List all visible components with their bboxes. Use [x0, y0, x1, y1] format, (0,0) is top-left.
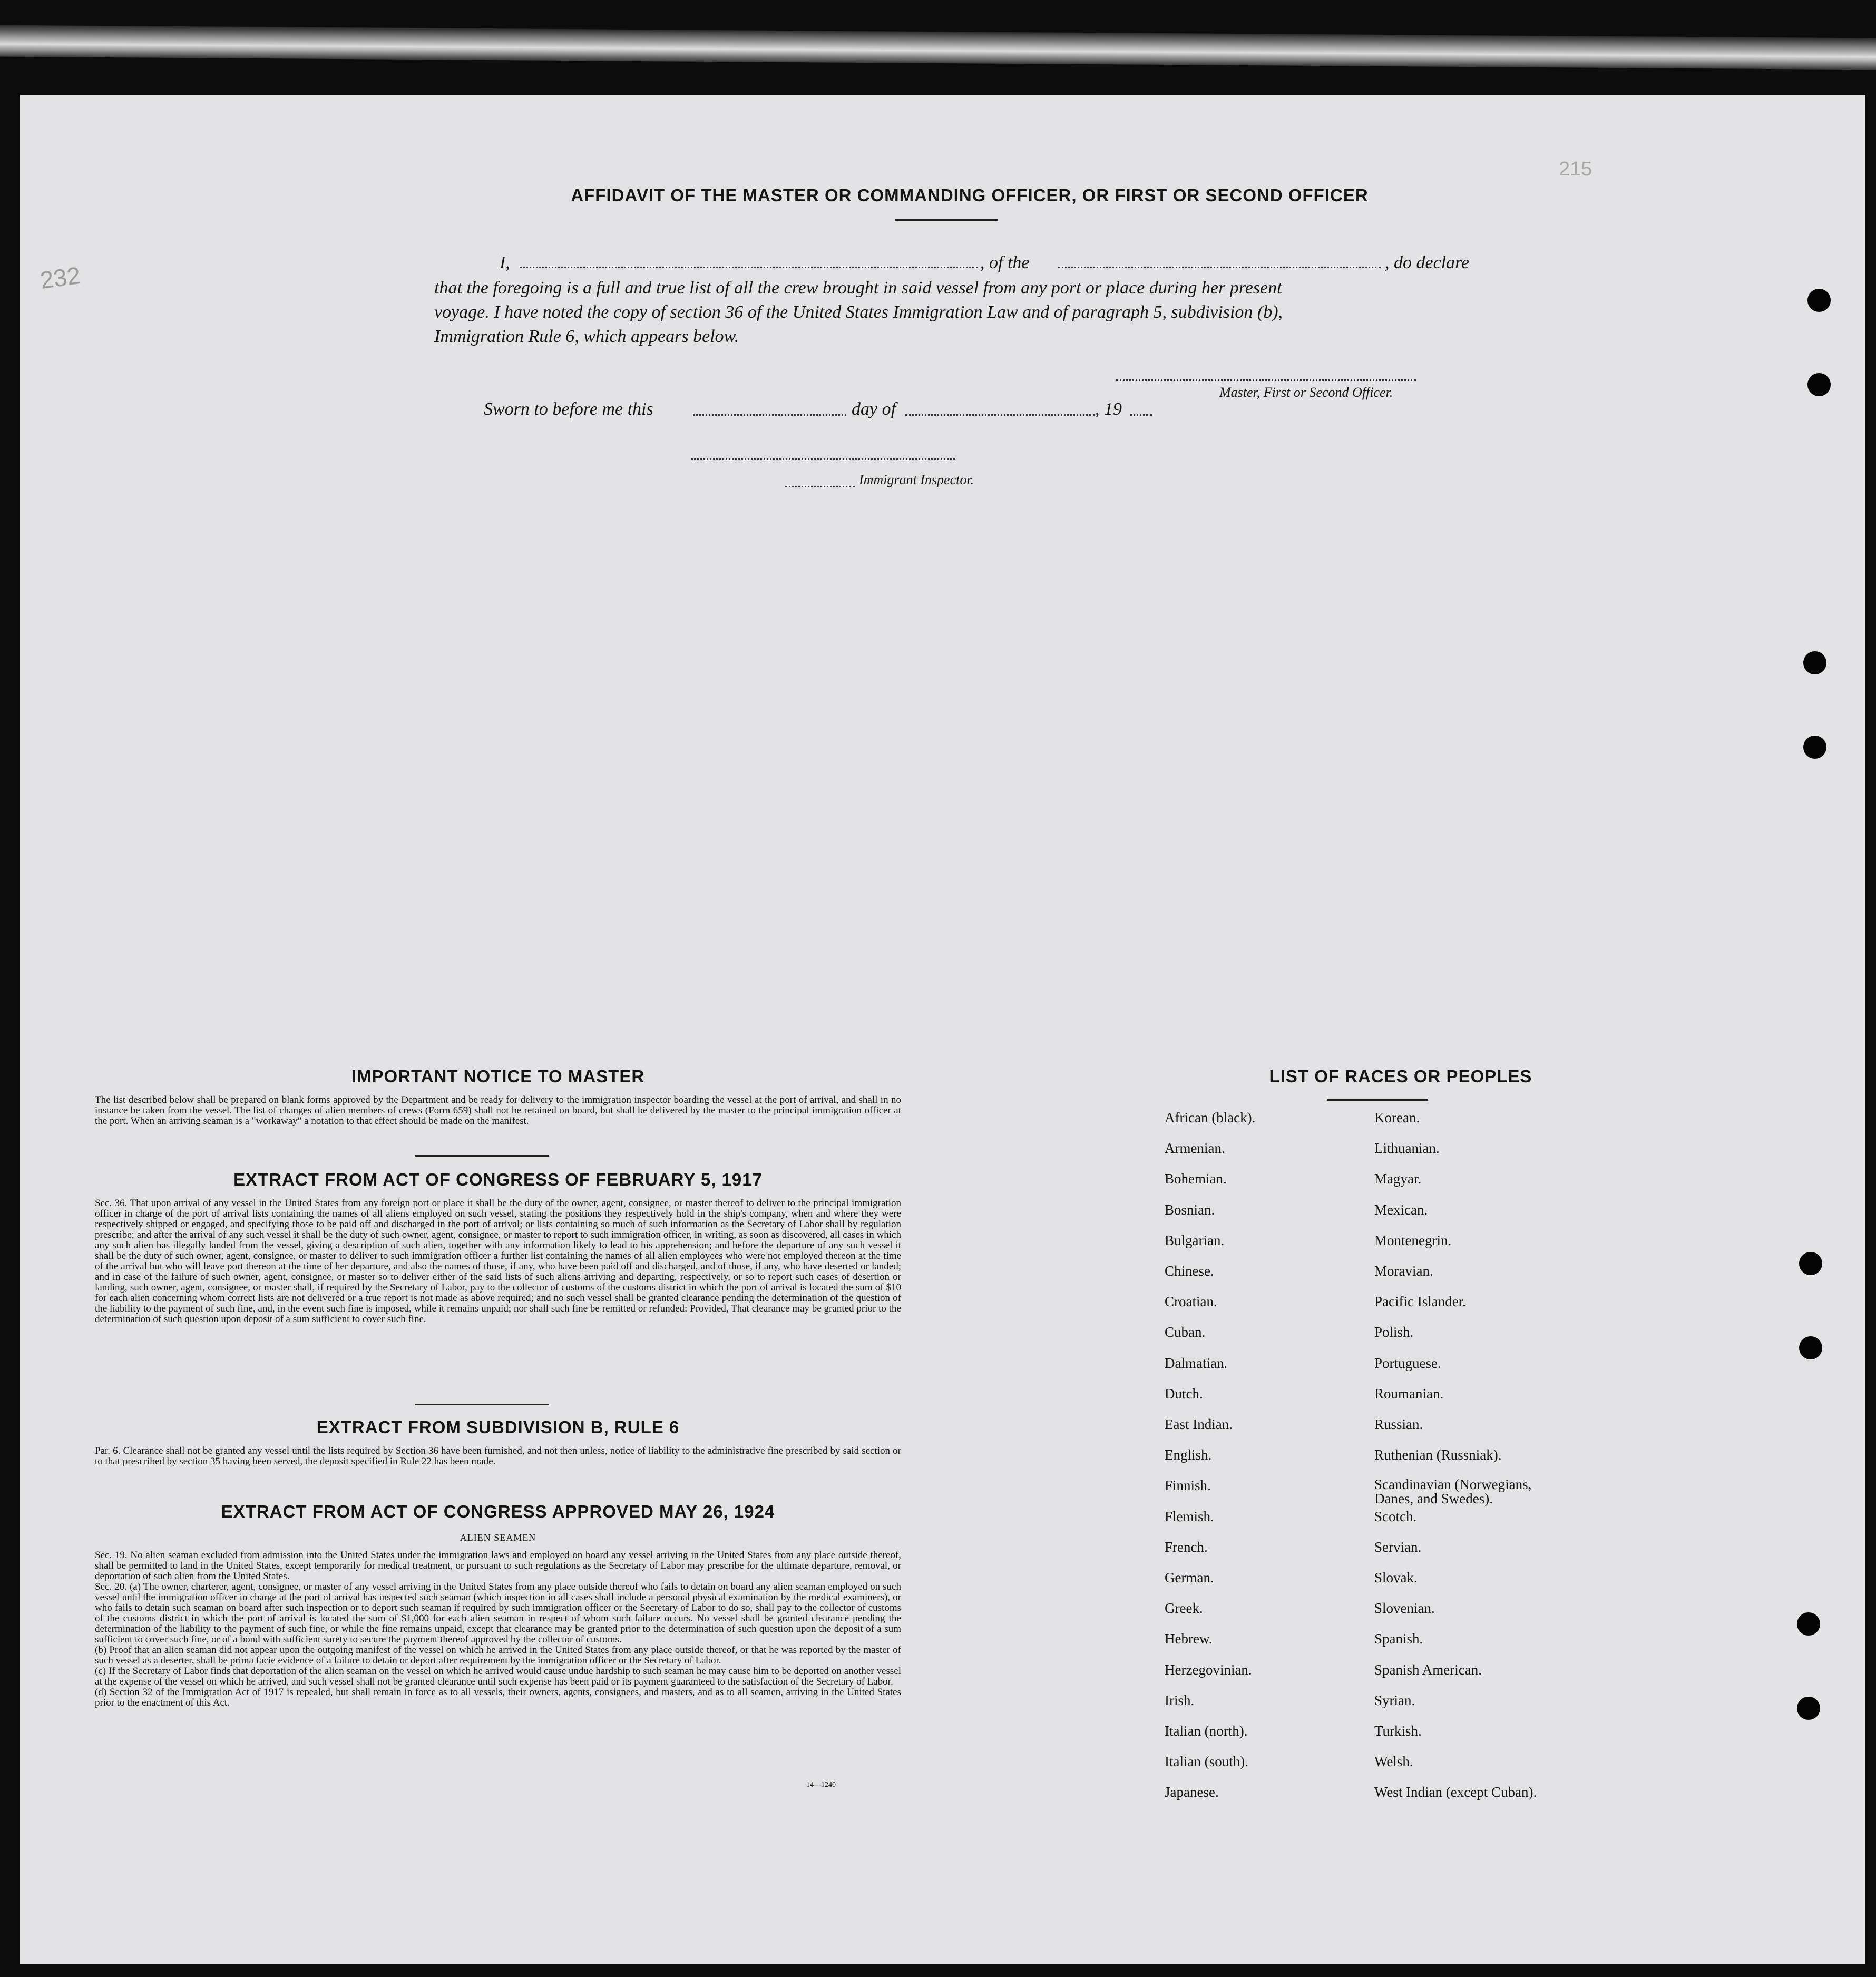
race-item: African (black). — [1165, 1110, 1256, 1125]
vessel-label: , of the — [980, 253, 1030, 272]
race-item: Finnish. — [1165, 1477, 1211, 1494]
act-1917-body: Sec. 36. That upon arrival of any vessel in the United States from any foreign port or place it shall be the duty of the owner, agent, consignee, or master thereof to deliver to the principal immigration officer in charge of the port of arrival lists containing the names of all aliens employed on such vessel, stating the positions they respectively hold in the ship's company, when and where they were respectively shipped or engaged, and specifying those to be paid off and discharged in the port of arrival; or lists containing so much of such information as the Secretary of Labor shall by regulation prescribe; and after the arrival of any such vessel it shall be the duty of such owner, agent, consignee, or master to report to such immigration officer, in writing, as soon as discovered, all cases in which any such alien has illegally landed from the vessel, giving a description of such alien, together with any information likely to lead to his apprehension; and before the departure of any such vessel it shall be the duty of such owner, agent, consignee, or master to deliver to such immigration officer a further list containing the names of all alien employees who were not employed thereon at the time of the arrival but who will leave port thereon at the time of her departure, and also the names of those, if any, who have been paid off and discharged, and of those, if any, who have deserted or landed; and in case of the failure of such owner, agent, consignee, or master so to deliver either of the said lists of such aliens arriving and departing, respectively, or so to report such cases of desertion or landing, such owner, agent, consignee, or master shall, if required by the Secretary of Labor, pay to the collector of customs of the customs district in which the port of arrival is located the sum of $10 for each alien concerning whom correct lists are not delivered or a true report is not made as above required; and no such vessel shall be granted clearance pending the determination of the question of the liability to the payment of such fine, and, in the event such fine is imposed, while it remains unpaid; nor shall such fine be remitted or refunded: Provided, That clearance may be granted prior to the determination of such question upon deposit of a sum sufficient to cover such fine. — [95, 1198, 901, 1325]
inspector-signature-line[interactable] — [691, 458, 955, 460]
race-item: Welsh. — [1374, 1754, 1413, 1770]
race-item: Irish. — [1165, 1692, 1195, 1708]
declarant-label: I, — [500, 253, 510, 272]
punch-hole — [1803, 651, 1826, 674]
master-signature-line[interactable] — [1116, 379, 1416, 381]
race-item: Russian. — [1374, 1416, 1423, 1432]
corner-note: 215 — [1559, 158, 1592, 180]
races-left-column — [1165, 1110, 1354, 1810]
race-item: Spanish American. — [1374, 1661, 1482, 1678]
year-label: , 19 — [1095, 399, 1122, 419]
race-item: English. — [1165, 1447, 1212, 1463]
title-rule — [895, 219, 998, 221]
sec-19-paragraph: Sec. 19. No alien seaman excluded from admission into the United States under the immigration laws and employed on board any vessel arriving in the United States from any place outside thereof, shall be permitted to land in the United States, except temporarily for medical treatment, or pursuant to such regulations as the Secretary of Labor may prescribe for the ultimate departure, removal, or deportation of such alien from the United States. — [95, 1550, 901, 1582]
race-item: Cuban. — [1165, 1324, 1206, 1340]
sec-20b-paragraph: (b) Proof that an alien seaman did not appear upon the outgoing manifest of the vessel on which he arrived in the United States from any place outside thereof, or that he was reported by the master of such vessel as a deserter, shall be prima facie evidence of a failure to detain or deport after requirement by the immigration officer or the Secretary of Labor. — [95, 1645, 901, 1666]
margin-note: 232 — [38, 261, 82, 295]
race-item: Flemish. — [1165, 1508, 1214, 1524]
sworn-label: Sworn to before me this — [484, 399, 653, 419]
race-item: Bohemian. — [1165, 1171, 1227, 1187]
race-item: Dalmatian. — [1165, 1355, 1228, 1371]
race-item: Pacific Islander. — [1374, 1294, 1466, 1310]
punch-hole — [1797, 1612, 1820, 1636]
punch-hole — [1797, 1697, 1820, 1720]
punch-hole — [1807, 289, 1831, 312]
punch-hole — [1799, 1252, 1822, 1275]
rule-6-title: EXTRACT FROM SUBDIVISION B, RULE 6 — [316, 1417, 680, 1437]
sworn-year-line[interactable] — [1130, 414, 1152, 416]
race-item: Syrian. — [1374, 1692, 1415, 1708]
race-item: Scotch. — [1374, 1508, 1417, 1524]
title-rule — [1327, 1099, 1428, 1101]
races-right-column — [1374, 1110, 1596, 1810]
race-item: Portuguese. — [1374, 1355, 1441, 1371]
race-item: Mexican. — [1374, 1201, 1428, 1218]
affidavit-title: AFFIDAVIT OF THE MASTER OR COMMANDING OFFICER, OR FIRST OR SECOND OFFICER — [571, 185, 1369, 205]
day-of-label: day of — [852, 399, 896, 419]
race-item: Lithuanian. — [1374, 1140, 1440, 1157]
race-item: Bosnian. — [1165, 1201, 1215, 1218]
race-item: Magyar. — [1374, 1171, 1422, 1187]
race-item: Servian. — [1374, 1539, 1422, 1555]
race-item: Hebrew. — [1165, 1631, 1213, 1647]
races-title: LIST OF RACES OR PEOPLES — [1269, 1066, 1532, 1086]
affidavit-line-2: that the foregoing is a full and true list of all the crew brought in said vessel from any port or place during her present — [434, 278, 1282, 298]
sec-20c-paragraph: (c) If the Secretary of Labor finds that deportation of the alien seaman on the vessel on which he arrived would cause undue hardship to such seaman he may cause him to be deported on another vessel at the expense of the vessel on which he arrived, and such vessel shall not be granted clearance until such expense has been paid or its payment guaranteed to the satisfaction of the Secretary of Labor. — [95, 1666, 901, 1687]
sworn-day-line[interactable] — [693, 414, 846, 416]
race-item: Korean. — [1374, 1110, 1420, 1125]
race-item: Slovenian. — [1374, 1600, 1435, 1617]
divider — [415, 1155, 549, 1157]
race-item: Herzegovinian. — [1165, 1661, 1252, 1678]
sec-20a-paragraph: Sec. 20. (a) The owner, charterer, agent, consignee, or master of any vessel arriving in the United States from any place outside thereof who fails to detain on board any alien seaman employed on such vessel until the immigration officer in charge at the port of arrival has inspected such seaman (which inspection in all cases shall include a personal physical examination by the medical examiners), or who fails to detain such seaman on board after such inspection or to deport such seaman if required by such immigration officer or the Secretary of Labor to do so, shall pay to the collector of customs of the customs district in which the port of arrival is located the sum of $1,000 for each alien seaman in respect of whom such failure occurs. No vessel shall be granted clearance pending the determination of the liability to the payment of such fine, or while the fine remains unpaid, except that clearance may be granted prior to the determination of such question upon the deposit of a sum sufficient to cover such fine, or of a bond with sufficient surety to secure the payment thereof approved by the collector of customs. — [95, 1581, 901, 1645]
document-page — [20, 95, 1865, 1964]
race-item: Roumanian. — [1374, 1385, 1444, 1402]
sworn-month-line[interactable] — [905, 414, 1095, 416]
punch-hole — [1807, 373, 1831, 396]
act-1924-subtitle: ALIEN SEAMEN — [460, 1532, 536, 1543]
notice-body: The list described below shall be prepared on blank forms approved by the Department and be ready for delivery to the immigration inspector boarding the vessel at the port of arrival, and shall in no instance be taken from the vessel. The list of changes of alien members of crews (Form 659) shall not be retained on board, but shall be delivered by the master to the principal immigration officer at the port. When an arriving seaman is a "workaway" a notation to that effect should be made on the manifest. — [95, 1094, 901, 1127]
race-item: Montenegrin. — [1374, 1232, 1452, 1248]
race-item: French. — [1165, 1539, 1208, 1555]
race-item: Italian (north). — [1165, 1723, 1248, 1739]
inspector-label: Immigrant Inspector. — [859, 472, 974, 487]
race-item: Scandinavian (Norwegians, Danes, and Swedes). — [1374, 1476, 1532, 1507]
race-item: Croatian. — [1165, 1294, 1217, 1310]
declarant-name-line[interactable] — [520, 267, 978, 268]
inspector-title-line — [785, 486, 855, 487]
race-item: Japanese. — [1165, 1784, 1219, 1800]
affidavit-line-4: Immigration Rule 6, which appears below. — [434, 327, 739, 346]
act-1917-title: EXTRACT FROM ACT OF CONGRESS OF FEBRUARY 5, 1917 — [233, 1170, 763, 1189]
race-item: West Indian (except Cuban). — [1374, 1784, 1537, 1800]
race-item: Moravian. — [1374, 1263, 1433, 1279]
race-item: Chinese. — [1165, 1263, 1214, 1279]
rule-6-body: Par. 6. Clearance shall not be granted any vessel until the lists required by Section 36 have been furnished, and not then unless, notice of liability to the administrative fine prescribed by said section or to that prescribed by section 35 having been served, the deposit specified in Rule 22 has been made. — [95, 1445, 901, 1467]
divider — [415, 1404, 549, 1405]
race-item: Turkish. — [1374, 1723, 1422, 1739]
notice-title: IMPORTANT NOTICE TO MASTER — [351, 1066, 645, 1086]
punch-hole — [1803, 736, 1826, 759]
race-item: Greek. — [1165, 1600, 1203, 1617]
master-signature-label: Master, First or Second Officer. — [1219, 385, 1393, 400]
race-item: Spanish. — [1374, 1631, 1423, 1647]
race-item: German. — [1165, 1570, 1214, 1585]
race-item: Italian (south). — [1165, 1754, 1248, 1770]
race-item: Bulgarian. — [1165, 1232, 1225, 1248]
race-item: Polish. — [1374, 1324, 1414, 1340]
race-item: Dutch. — [1165, 1385, 1203, 1402]
sec-20d-paragraph: (d) Section 32 of the Immigration Act of 1917 is repealed, but shall remain in force as to all vessels, their owners, agents, consignees, and masters, and as to all seamen, arriving in the United States prior to the enactment of this Act. — [95, 1687, 901, 1708]
form-number: 14—1240 — [806, 1781, 836, 1789]
declare-text: , do declare — [1385, 253, 1470, 272]
vessel-name-line[interactable] — [1058, 267, 1381, 268]
scan-top-edge — [0, 25, 1876, 70]
race-item: Ruthenian (Russniak). — [1374, 1447, 1502, 1463]
race-item: Slovak. — [1374, 1570, 1418, 1585]
affidavit-line-3: voyage. I have noted the copy of section 36 of the United States Immigration Law and of paragraph 5, subdivision (b), — [434, 302, 1283, 322]
punch-hole — [1799, 1336, 1822, 1359]
race-item: East Indian. — [1165, 1416, 1233, 1432]
act-1924-title: EXTRACT FROM ACT OF CONGRESS APPROVED MAY 26, 1924 — [221, 1502, 775, 1521]
race-item: Armenian. — [1165, 1140, 1225, 1157]
